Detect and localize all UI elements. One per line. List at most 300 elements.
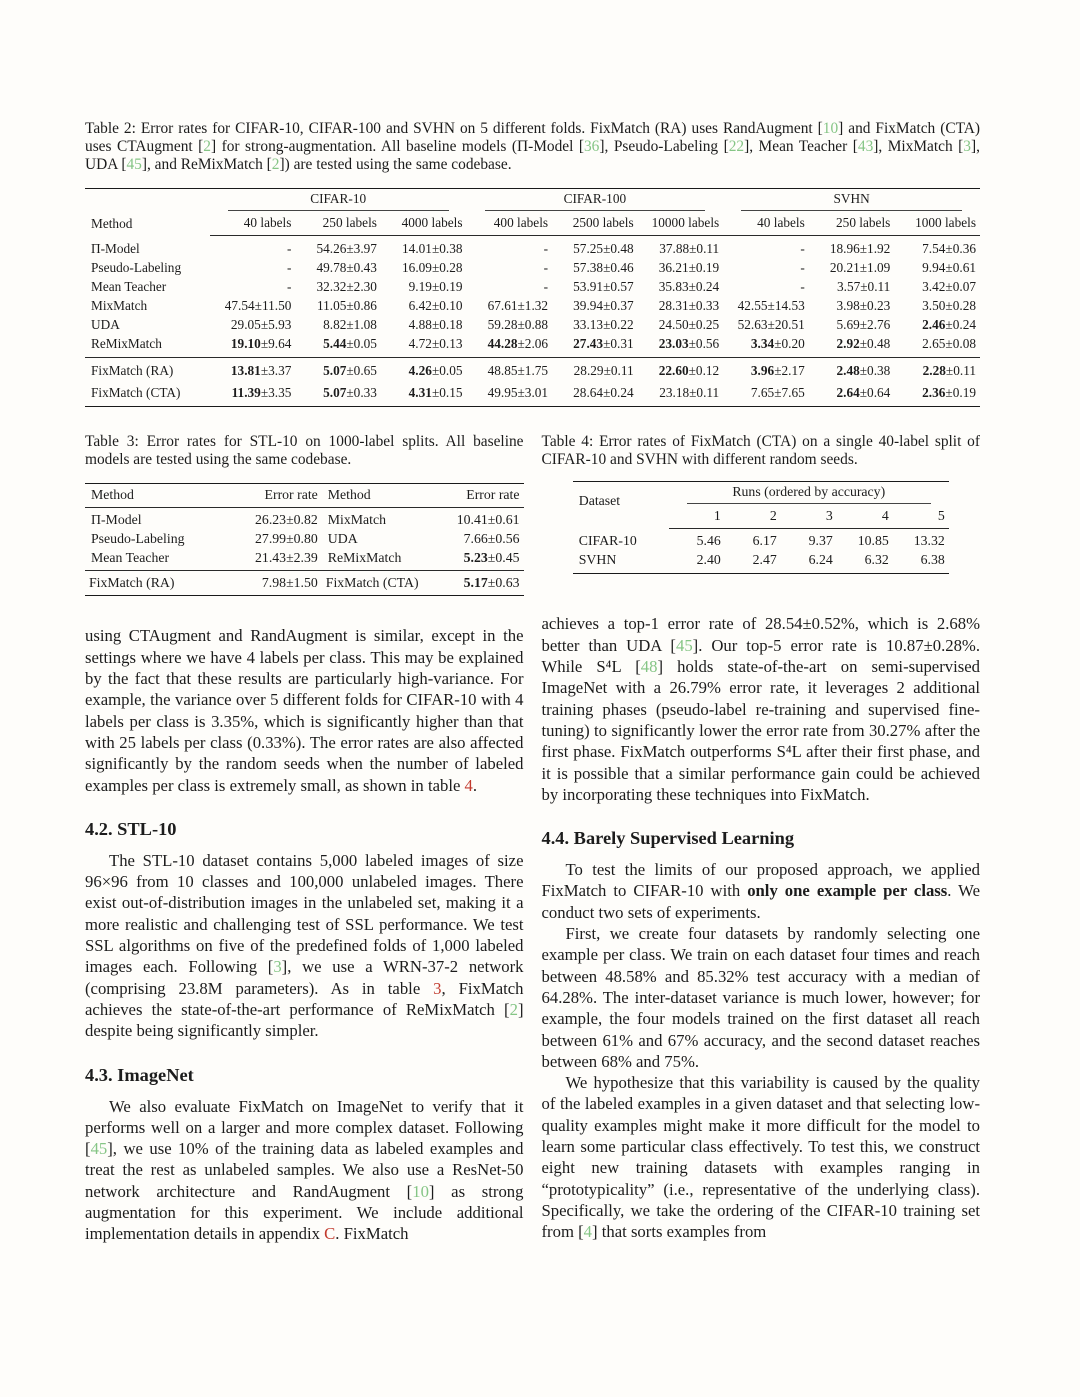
text-run: ]. Our top-5 error rate is 10.87±0.28%. While S⁴L [	[541, 635, 980, 677]
text-run: ], Mean Teacher [	[744, 137, 858, 155]
table-cell	[295, 358, 381, 381]
table-row	[85, 549, 524, 571]
value: 54.26	[316, 241, 347, 257]
table4-caption	[542, 433, 981, 469]
table-cell: -	[800, 279, 805, 295]
bold-text: only one example per class	[747, 881, 948, 901]
table3-col-header: Method	[322, 484, 445, 508]
stddev: ±0.43	[346, 260, 377, 276]
stddev: ±3.97	[346, 241, 377, 257]
table-row	[573, 551, 949, 574]
text-run: , FixMatch achieves the state-of-the-art performance of ReMixMatch [	[85, 978, 524, 1019]
citation-link[interactable]: 10	[412, 1181, 429, 1201]
table-cell	[894, 297, 980, 316]
stddev: ±0.28	[431, 260, 463, 276]
value: 7.66	[463, 531, 488, 547]
value: 59.28	[487, 317, 518, 333]
value: 20.21	[829, 260, 860, 276]
table-cell	[295, 236, 381, 259]
stddev: ±0.48	[603, 241, 634, 257]
stddev: ±3.37	[260, 363, 292, 379]
stddev: ±0.19	[945, 384, 976, 400]
citation-link[interactable]: 3	[273, 957, 282, 977]
table-cell	[225, 571, 321, 596]
table-row	[85, 259, 980, 278]
stddev: ±0.28	[945, 298, 976, 314]
citation-link[interactable]: 43	[857, 137, 874, 155]
table4-dataset-header: Dataset	[578, 493, 621, 509]
table-cell	[638, 381, 724, 407]
table-cell	[381, 278, 467, 297]
table-cell	[894, 259, 980, 278]
table-cell	[809, 335, 895, 358]
table-cell	[381, 381, 467, 407]
table-cell	[467, 381, 553, 407]
value: 9.94	[922, 260, 946, 276]
value: 26.23	[255, 512, 287, 528]
table-cell	[638, 236, 724, 259]
text-run: Table 3: Error rates for STL-10 on 1000-label splits. All baseline models are tested using the same codebase.	[85, 432, 524, 468]
value: 53.91	[573, 279, 604, 295]
value: 67.61	[487, 298, 518, 314]
best-value: 23.03	[658, 336, 689, 352]
value: 10.41	[456, 512, 488, 528]
value: 28.29	[573, 363, 604, 379]
citation-link[interactable]: 45	[126, 155, 142, 173]
stddev: ±1.92	[859, 241, 891, 257]
stddev: ±0.86	[346, 298, 377, 314]
table-cell	[552, 259, 638, 278]
best-value: 5.44	[323, 336, 347, 352]
stddev: ±2.30	[346, 279, 377, 295]
table-cell	[809, 236, 895, 259]
stddev: ±0.22	[603, 317, 634, 333]
table4-group-header-row	[573, 482, 949, 506]
stddev: ±3.35	[260, 384, 292, 400]
method-cell: Pseudo-Labeling	[91, 531, 185, 547]
stddev: ±0.37	[603, 298, 634, 314]
table4	[573, 481, 949, 574]
value: 9.19	[408, 279, 432, 295]
text-run: To test the limits of our proposed approach, we applied FixMatch to CIFAR-10 with	[541, 860, 980, 901]
table-cell	[552, 358, 638, 381]
value: 21.43	[255, 550, 287, 566]
stddev: ±2.17	[774, 363, 805, 379]
method-cell: Π-Model	[91, 241, 140, 257]
citation-link[interactable]: 45	[90, 1139, 108, 1159]
table-cell	[723, 381, 809, 407]
table-cell	[809, 259, 895, 278]
citation-link[interactable]: 36	[583, 137, 600, 155]
stddev: ±0.38	[431, 241, 463, 257]
table-cell: -	[543, 260, 549, 276]
table-row	[85, 358, 980, 381]
text-run: .	[472, 775, 478, 795]
value: 49.78	[316, 260, 347, 276]
table-row	[85, 381, 980, 407]
best-value: 13.81	[230, 363, 261, 379]
table2-col-header: 2500 labels	[552, 212, 638, 236]
table-cell	[381, 297, 467, 316]
value: 4.88	[408, 317, 432, 333]
stddev: ±0.38	[859, 363, 891, 379]
stddev: ±0.19	[688, 260, 720, 276]
stddev: ±2.39	[286, 550, 318, 566]
table-cell: -	[800, 260, 805, 276]
value: 5.69	[836, 317, 860, 333]
stddev: ±0.11	[689, 384, 720, 400]
value: 29.05	[230, 317, 261, 333]
table-cell	[295, 297, 381, 316]
table-cell	[381, 358, 467, 381]
method-cell: Mean Teacher	[91, 279, 167, 295]
best-value: 4.26	[408, 363, 432, 379]
table-cell	[809, 297, 895, 316]
table-cell	[445, 508, 524, 530]
value: 3.57	[836, 279, 861, 295]
table2-group-cifar10: CIFAR-10	[210, 189, 467, 213]
paragraph-imagenet-results	[542, 613, 981, 805]
table2-col-header: 40 labels	[723, 212, 809, 236]
citation-link[interactable]: 48	[640, 657, 658, 677]
method-cell: UDA	[91, 317, 120, 333]
table-cell: 5.46	[696, 533, 721, 549]
value: 3.50	[922, 298, 946, 314]
table-cell: -	[543, 241, 549, 257]
text-run: ] as strong augmentation for this experiment. We include additional implementation details in appendix	[85, 1181, 524, 1244]
value: 32.32	[316, 279, 347, 295]
citation-link[interactable]: 22	[728, 137, 745, 155]
paragraph-stl10	[85, 850, 524, 1042]
text-run: achieves a top-1 error rate of 28.54±0.52%, which is 2.68% better than UDA [	[541, 614, 980, 655]
table2-column-header-row	[85, 212, 980, 236]
left-column	[85, 433, 524, 1245]
table-cell	[295, 259, 381, 278]
stddev: ±0.18	[431, 317, 463, 333]
table-cell: 9.37	[808, 533, 833, 549]
method-cell: UDA	[327, 531, 358, 547]
value: 42.55	[737, 298, 768, 314]
best-value: 5.23	[463, 550, 488, 566]
citation-link[interactable]: 2	[271, 155, 280, 173]
table4-runs-header: Runs (ordered by accuracy)	[669, 482, 949, 506]
table4-run-col: 2	[725, 505, 781, 529]
table-cell	[210, 297, 296, 316]
value: 33.13	[573, 317, 604, 333]
stddev: ±1.50	[286, 575, 318, 591]
table-cell	[894, 316, 980, 335]
table-cell	[809, 381, 895, 407]
table-cell	[381, 236, 467, 259]
text-run: ] and FixMatch (CTA) uses CTAugment [	[85, 120, 980, 155]
best-value: 5.17	[463, 575, 488, 591]
stddev: ±0.33	[346, 384, 377, 400]
table-cell	[467, 316, 553, 335]
paragraph-bsl-hypothesis	[542, 1072, 981, 1242]
text-run: We also evaluate FixMatch on ImageNet to verify that it performs well on a larger and more complex dataset. Following [	[85, 1096, 524, 1159]
stddev: ±0.24	[945, 317, 976, 333]
best-value: 2.28	[922, 363, 946, 379]
table-cell: -	[800, 241, 805, 257]
text-run: ] holds state-of-the-art on semi-supervised ImageNet with a 26.79% error rate, it leverages 2 additional training phases (pseudo-label re-training and supervised fine-tuning) to significantly lower the error rate from 30.27% after the first phase. FixMatch outperforms S⁴L after their first phase, and it is possible that a similar performance gain could be achieved by incorporating these techniques into FixMatch.	[541, 657, 980, 804]
value: 27.99	[255, 531, 287, 547]
stddev: ±0.57	[603, 279, 634, 295]
best-value: 3.96	[750, 363, 775, 379]
table2-group-header-row	[85, 189, 980, 213]
stddev: ±0.10	[431, 298, 463, 314]
table-cell	[445, 571, 524, 596]
citation-link[interactable]: 3	[963, 137, 971, 155]
best-value: 44.28	[487, 336, 518, 352]
table-cell: -	[286, 279, 292, 295]
table-cell	[381, 316, 467, 335]
method-cell: SVHN	[578, 552, 617, 568]
table-cell	[809, 278, 895, 297]
stddev: ±0.05	[431, 363, 463, 379]
text-run: ] that sorts examples from	[592, 1222, 767, 1242]
text-run: ], we use a WRN-37-2 network (comprising 23.8M parameters). As in table	[85, 957, 524, 998]
table2-col-header: 400 labels	[467, 212, 553, 236]
table-row	[85, 571, 524, 596]
text-run: ], MixMatch [	[873, 137, 964, 155]
table-row	[85, 316, 980, 335]
citation-link[interactable]: 2	[203, 137, 211, 155]
table-cell: 6.38	[920, 552, 945, 568]
citation-link[interactable]: 45	[675, 635, 693, 655]
table-cell	[381, 335, 467, 358]
table3-col-header: Error rate	[445, 484, 524, 508]
value: 14.01	[402, 241, 432, 257]
table-cell: 10.85	[857, 533, 889, 549]
best-value: 22.60	[658, 363, 689, 379]
value: 36.21	[658, 260, 689, 276]
table-cell	[723, 358, 809, 381]
table-cell	[467, 335, 553, 358]
text-run: ], and ReMixMatch [	[141, 155, 272, 173]
table3-baselines-body	[85, 508, 524, 571]
stddev: ±0.36	[945, 241, 976, 257]
value: 8.82	[323, 317, 347, 333]
value: 7.54	[922, 241, 946, 257]
table-cell: 2.47	[752, 552, 777, 568]
table4-wrapper	[542, 481, 981, 574]
paragraph-imagenet	[85, 1096, 524, 1245]
text-run: First, we create four datasets by randomly selecting one example per class. We train on each dataset four times and reach between 48.58% and 85.32% test accuracy with a median of 64.28%. The inter-dataset variance is much lower, however; for example, the four models trained on the first dataset all reach between 61% and 67% accuracy, and the second dataset reaches between 68% and 75%.	[541, 924, 980, 1071]
table-row	[85, 297, 980, 316]
method-cell: Π-Model	[91, 512, 142, 528]
text-run: ]) are tested using the same codebase.	[279, 155, 512, 173]
best-value: 4.31	[408, 384, 432, 400]
stddev: ±1.75	[517, 363, 549, 379]
table-cell	[445, 549, 524, 571]
method-cell: MixMatch	[327, 512, 387, 528]
value: 16.09	[402, 260, 432, 276]
stddev: ±0.46	[603, 260, 634, 276]
best-value: 2.92	[836, 336, 860, 352]
table-cell	[295, 316, 381, 335]
text-run: Table 4: Error rates of FixMatch (CTA) on a single 40-label split of CIFAR-10 and SVHN with different random seeds.	[541, 432, 980, 468]
table-cell	[723, 316, 809, 335]
stddev: ±2.76	[859, 317, 891, 333]
value: 3.42	[922, 279, 946, 295]
stddev: ±0.48	[859, 336, 891, 352]
best-value: 2.36	[922, 384, 946, 400]
table3-fixmatch-body	[85, 571, 524, 596]
stddev: ±0.11	[945, 363, 976, 379]
stddev: ±0.82	[286, 512, 318, 528]
stddev: ±14.53	[767, 298, 805, 314]
citation-link[interactable]: 10	[822, 120, 839, 137]
stddev: ±0.56	[487, 531, 520, 547]
table2-caption	[85, 120, 980, 173]
value: 57.38	[573, 260, 604, 276]
table-cell	[552, 316, 638, 335]
value: 49.95	[487, 384, 518, 400]
text-run: . FixMatch	[335, 1224, 409, 1244]
text-run: ] for strong-augmentation. All baseline models (Π-Model [	[211, 137, 584, 155]
table-cell	[295, 278, 381, 297]
stddev: ±2.06	[517, 336, 549, 352]
best-value: 5.07	[323, 384, 347, 400]
table-row	[85, 508, 524, 530]
two-column-layout	[85, 433, 980, 1245]
stddev: ±0.13	[431, 336, 463, 352]
table-cell: 13.32	[913, 533, 945, 549]
value: 37.88	[659, 241, 690, 257]
value: 6.42	[408, 298, 432, 314]
table-cell	[552, 297, 638, 316]
table2-col-header: 40 labels	[210, 212, 296, 236]
best-value: 19.10	[230, 336, 261, 352]
value: 4.72	[408, 336, 432, 352]
value: 47.54	[224, 298, 255, 314]
stddev: ±0.65	[346, 363, 377, 379]
best-value: 3.34	[750, 336, 775, 352]
stddev: ±0.23	[859, 298, 891, 314]
table-cell	[894, 236, 980, 259]
internal-ref-link[interactable]: C	[324, 1224, 336, 1244]
stddev: ±0.24	[603, 384, 634, 400]
table-cell: -	[286, 260, 292, 276]
table2	[85, 188, 980, 407]
table2-group-svhn: SVHN	[723, 189, 980, 213]
stddev: ±1.08	[346, 317, 377, 333]
section-heading-4-2: 4.2. STL-10	[85, 818, 177, 839]
table-cell	[225, 549, 321, 571]
table-cell: 2.40	[696, 552, 721, 568]
paragraph-bsl-intro	[542, 859, 981, 923]
table2-fixmatch-body	[85, 358, 980, 407]
table-cell	[467, 358, 553, 381]
stddev: ±0.63	[487, 575, 520, 591]
table-cell	[552, 381, 638, 407]
table-cell	[552, 335, 638, 358]
method-cell: FixMatch (CTA)	[325, 575, 419, 591]
table-row	[573, 529, 949, 551]
table-cell	[295, 335, 381, 358]
stddev: ±20.51	[767, 317, 805, 333]
table3-caption	[85, 433, 524, 469]
table3-col-header: Error rate	[225, 484, 321, 508]
table-cell	[638, 297, 724, 316]
text-run: using CTAugment and RandAugment is similar, except in the settings where we have 4 labels per class. This may be explained by the fact that these results are particularly high-variance. For example, the variance over 5 different folds for CIFAR-10 with 4 labels per class is 3.35%, which is significantly higher than that with 25 labels per class (0.33%). The error rates are also affected significantly by the random seeds when the number of labeled examples per class is extremely small, as shown in table	[85, 626, 524, 795]
internal-ref-link[interactable]: 3	[433, 978, 442, 998]
table-cell	[638, 259, 724, 278]
method-cell: FixMatch (RA)	[89, 575, 175, 591]
table-cell	[894, 278, 980, 297]
table-cell	[552, 236, 638, 259]
table-cell	[552, 278, 638, 297]
stddev: ±0.08	[945, 336, 976, 352]
table-cell	[225, 530, 321, 549]
table-cell	[723, 335, 809, 358]
value: 28.64	[573, 384, 604, 400]
right-column	[542, 433, 981, 1243]
table-cell: -	[543, 279, 549, 295]
table4-run-col: 1	[669, 505, 725, 529]
table-cell	[894, 381, 980, 407]
best-value: 11.39	[231, 384, 261, 400]
text-run: The STL-10 dataset contains 5,000 labeled images of size 96×96 from 10 classes and 100,000 unlabeled images. There exist out-of-distribution images in the unlabeled set, making it a more realistic and challenging test of SSL performance. We test SSL algorithms on five of the predefined folds of 1,000 labeled images each. Following [	[85, 850, 524, 977]
value: 48.85	[487, 363, 518, 379]
value: 28.31	[658, 298, 689, 314]
value: 7.98	[261, 575, 287, 591]
table4-run-col: 3	[781, 505, 837, 529]
stddev: ±7.65	[774, 384, 805, 400]
stddev: ±0.31	[603, 336, 634, 352]
value: 35.83	[658, 279, 689, 295]
value: 3.98	[836, 298, 860, 314]
stddev: ±0.12	[688, 363, 720, 379]
table-cell: 6.24	[808, 552, 833, 568]
stddev: ±0.07	[945, 279, 976, 295]
stddev: ±0.11	[689, 241, 720, 257]
citation-link[interactable]: 2	[509, 999, 518, 1019]
section-heading-4-3: 4.3. ImageNet	[85, 1064, 194, 1085]
table-cell	[225, 508, 321, 530]
stddev: ±0.19	[431, 279, 463, 295]
table3-col-header: Method	[85, 484, 225, 508]
value: 18.96	[829, 241, 860, 257]
table4-run-col: 4	[837, 505, 893, 529]
paragraph-bsl-first-experiment	[542, 923, 981, 1072]
table-row	[85, 236, 980, 259]
table-cell	[638, 316, 724, 335]
table-cell	[381, 259, 467, 278]
table-cell	[210, 381, 296, 407]
table-cell: -	[286, 241, 292, 257]
value: 23.18	[659, 384, 690, 400]
table2-col-header: 4000 labels	[381, 212, 467, 236]
table2-col-header: 250 labels	[295, 212, 381, 236]
citation-link[interactable]: 4	[583, 1222, 593, 1242]
method-cell: FixMatch (CTA)	[91, 384, 181, 400]
value: 57.25	[573, 241, 604, 257]
value: 24.50	[658, 317, 689, 333]
stddev: ±9.64	[260, 336, 292, 352]
stddev: ±0.61	[945, 260, 976, 276]
text-run: ], Pseudo-Labeling [	[599, 137, 729, 155]
table-cell	[445, 530, 524, 549]
value: 39.94	[573, 298, 604, 314]
internal-ref-link[interactable]: 4	[464, 775, 473, 795]
method-cell: CIFAR-10	[578, 533, 637, 549]
method-cell: FixMatch (RA)	[91, 363, 174, 379]
method-cell: MixMatch	[91, 298, 148, 314]
table-cell	[809, 358, 895, 381]
stddev: ±0.33	[688, 298, 720, 314]
stddev: ±3.01	[517, 384, 549, 400]
